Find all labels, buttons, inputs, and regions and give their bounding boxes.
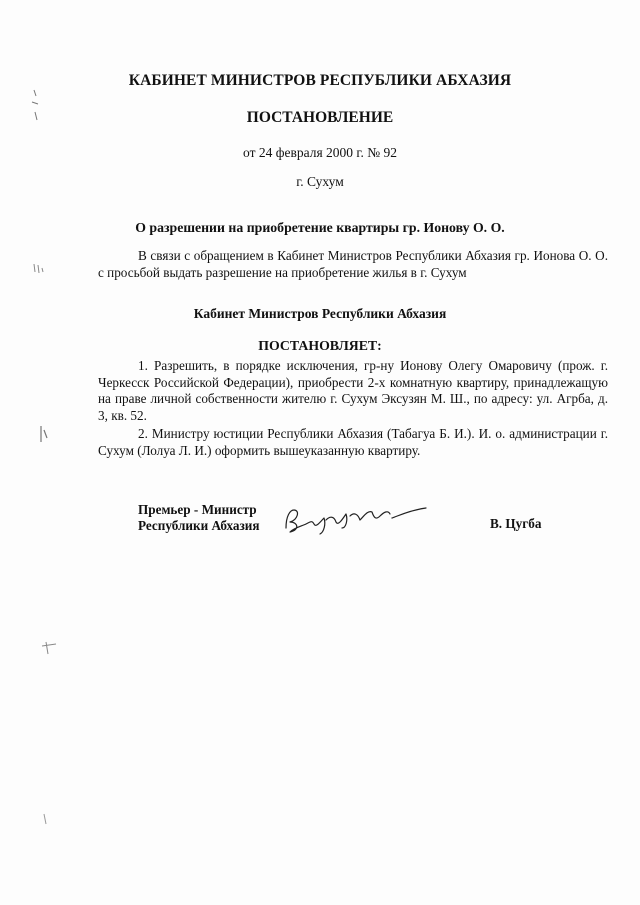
scan-speck <box>32 262 46 276</box>
signatory-title-line-1: Премьер - Министр <box>138 502 257 517</box>
item-2-text: 2. Министру юстиции Республики Абхазия (Табагуа Б. И.). И. о. администрации г. Сухум (Лолуа Л. И.) оформить вышеуказанную квартиру. <box>98 426 608 458</box>
signatory-name: В. Цугба <box>490 516 542 531</box>
intro-paragraph <box>98 248 608 281</box>
issuer-header: КАБИНЕТ МИНИСТРОВ РЕСПУБЛИКИ АБХАЗИЯ <box>128 72 512 89</box>
resolution-item-2 <box>98 426 608 459</box>
scan-speck <box>40 640 58 656</box>
decree-date-number: от 24 февраля 2000 г. № 92 <box>243 145 397 160</box>
scan-speck <box>30 88 44 124</box>
decree-title: ПОСТАНОВЛЕНИЕ <box>246 109 394 126</box>
intro-text: В связи с обращением в Кабинет Министров Республики Абхазия гр. Ионова О. О. с просьбой выдать разрешение на приобретение жилья в г. Сухум <box>98 248 608 280</box>
signatory-title <box>138 502 260 533</box>
item-1-text: 1. Разрешить, в порядке исключения, гр-ну Ионову Олегу Омаровичу (прож. г. Черкесск Российской Федерации), приобрести 2-х комнатную квартиру, принадлежащую на праве личной собственности жителю г. Сухум Эксузян М. Ш., по адресу: ул. Агрба, д. 3, кв. 52. <box>98 358 608 423</box>
scan-speck <box>38 424 52 444</box>
scan-speck <box>40 812 50 826</box>
decree-subject: О разрешении на приобретение квартиры гр. Ионову О. О. <box>135 220 505 235</box>
decree-city: г. Сухум <box>296 174 344 189</box>
cabinet-line: Кабинет Министров Республики Абхазия <box>193 306 447 321</box>
handwritten-signature <box>280 498 430 538</box>
resolution-item-1 <box>98 358 608 424</box>
resolves-heading: ПОСТАНОВЛЯЕТ: <box>258 338 382 353</box>
signatory-title-line-2: Республики Абхазия <box>138 517 260 533</box>
